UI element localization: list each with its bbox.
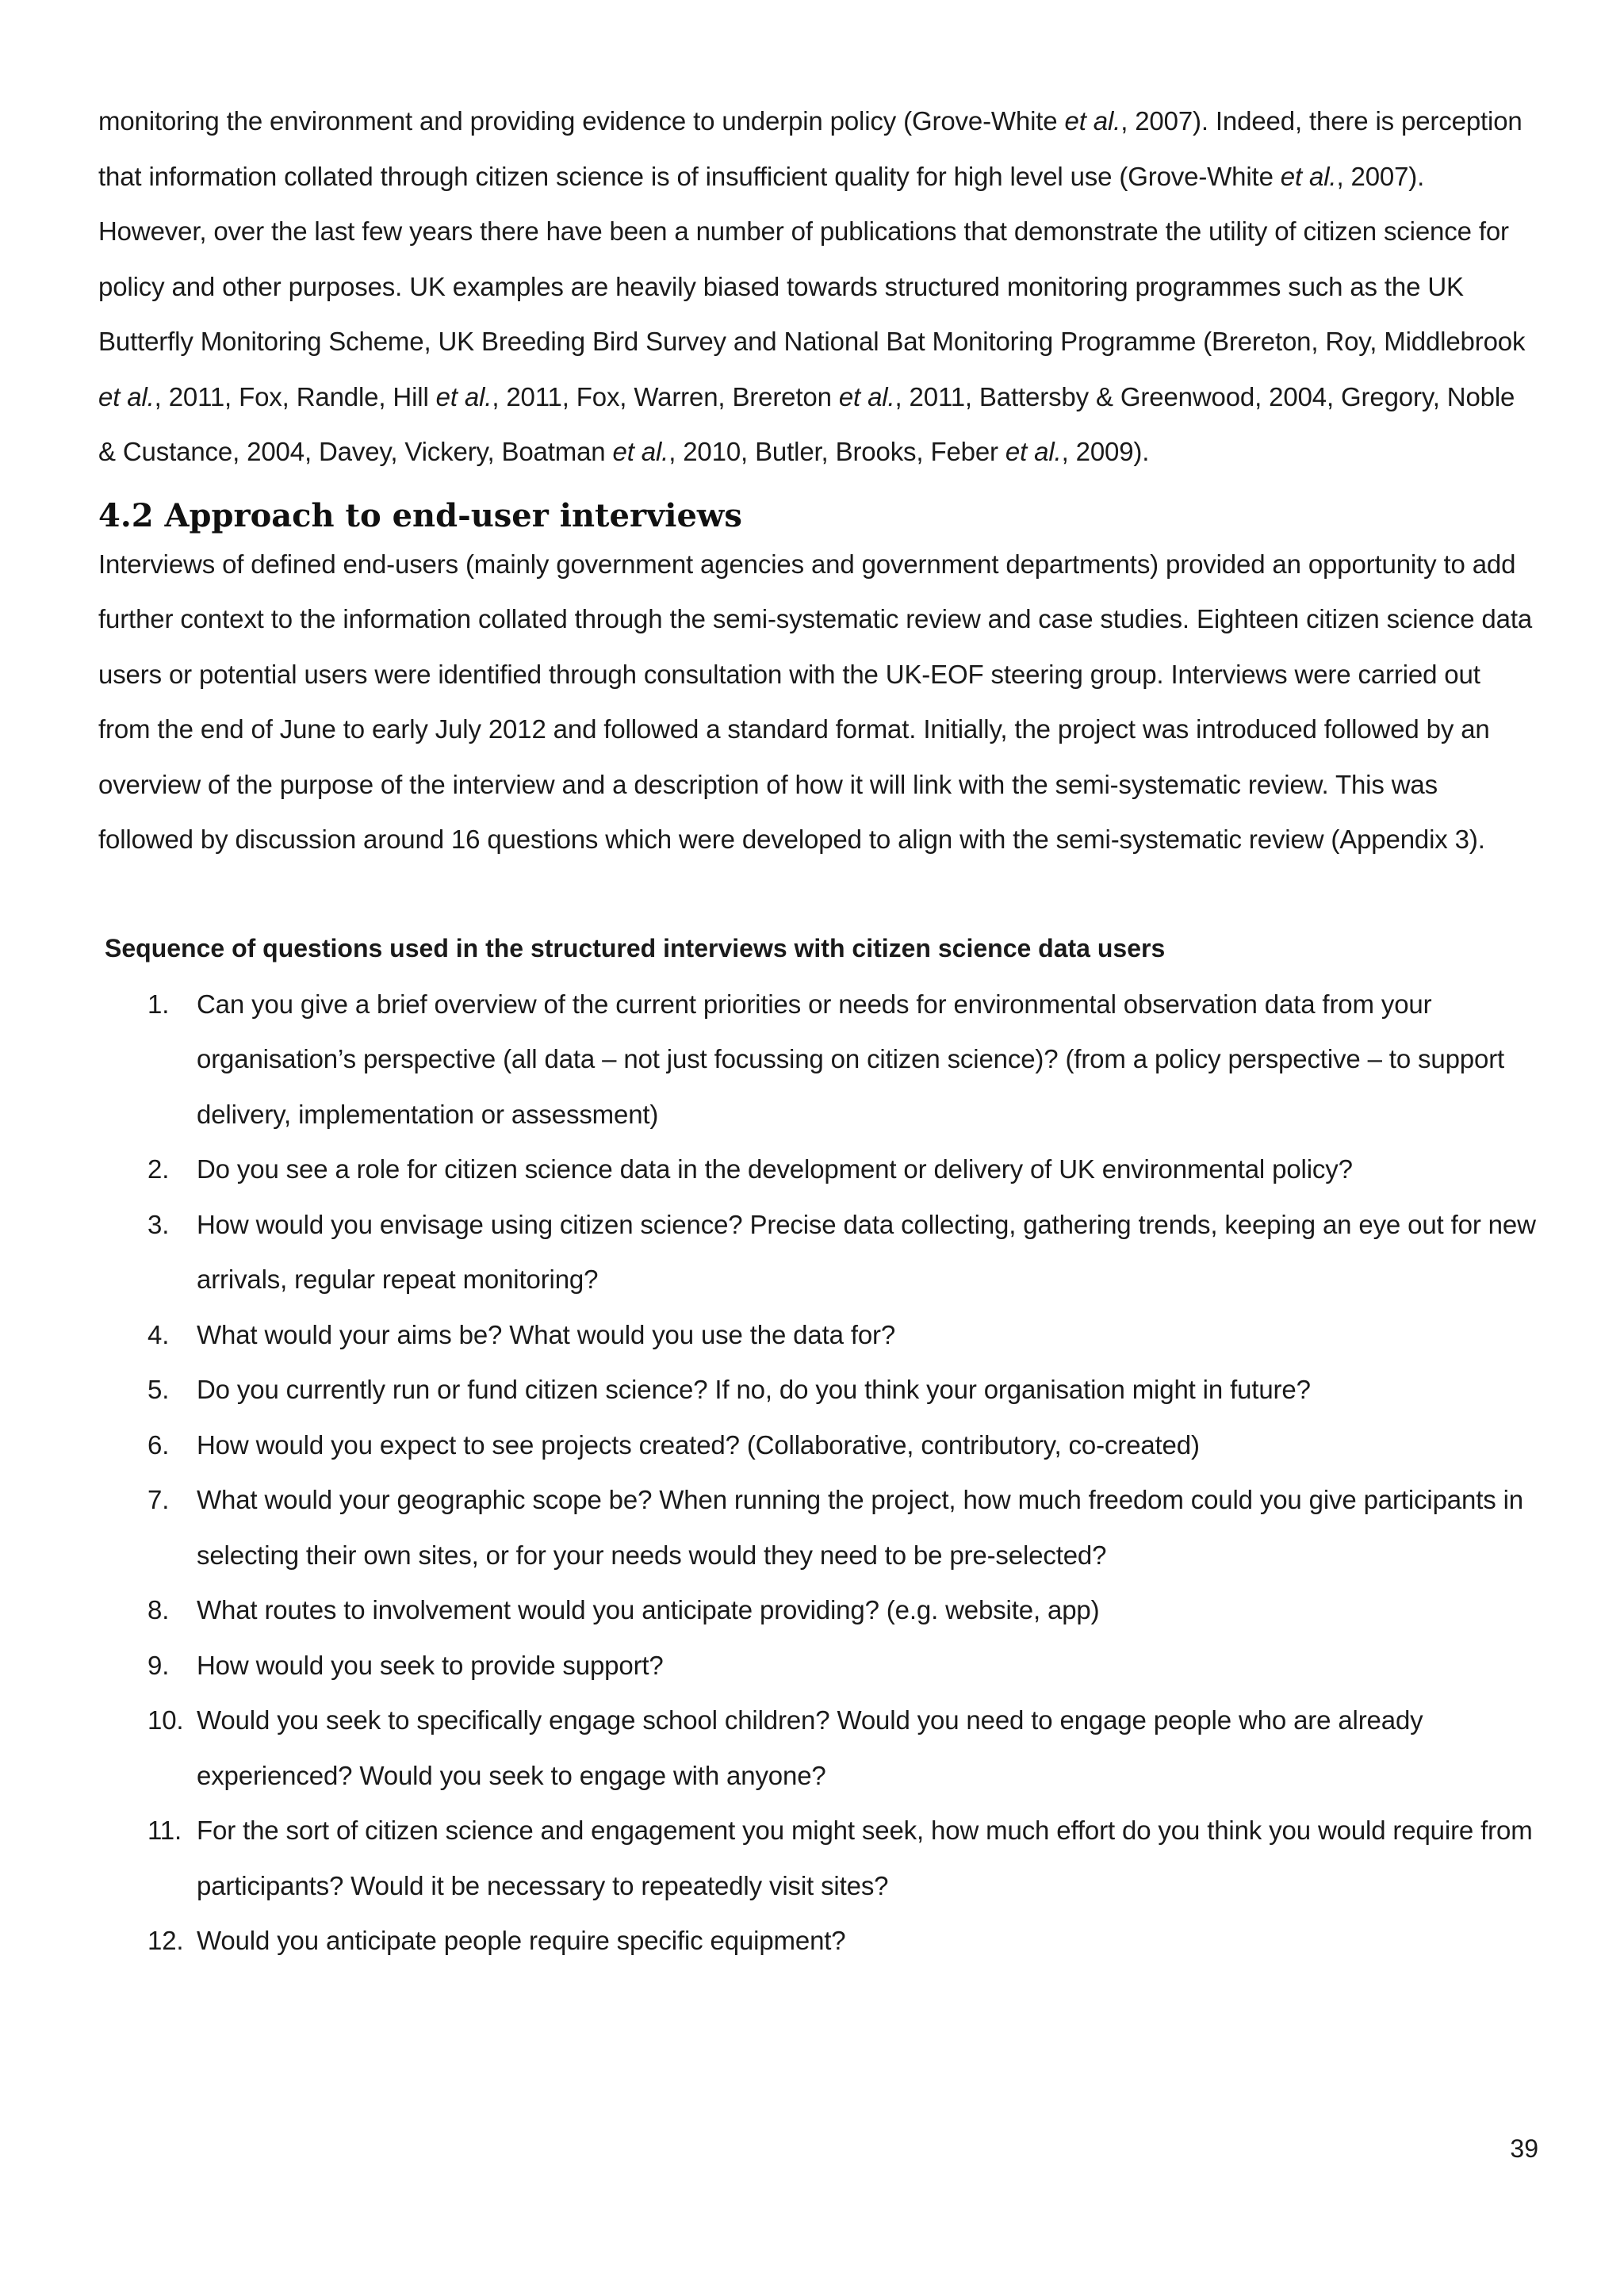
question-text: Do you currently run or fund citizen science? If no, do you think your organisation might in future? (197, 1375, 1311, 1404)
question-text: For the sort of citizen science and engagement you might seek, how much effort do you think you would require from participants? Would it be necessary to repeatedly visit sites? (197, 1816, 1533, 1900)
document-page (98, 94, 1537, 1969)
question-item (98, 1362, 1537, 1418)
question-number: 6. (147, 1429, 170, 1460)
intro-text-7: , 2010, Butler, Brooks, Feber (668, 437, 1005, 466)
intro-text-6: , 2011, Battersby & Greenwood, 2004, Gregory, Noble & Custance, 2004, Davey, Vickery, Boatman (98, 381, 1515, 466)
intro-text-3: , 2007). However, over the last few years there have been a number of publications that demonstrate the utility of citizen science for policy and other purposes. UK examples are heavily biased towards structured monitoring programmes such as the UK Butterfly Monitoring Scheme, UK Breeding Bird Survey and National Bat Monitoring Programme (Brereton, Roy, Middlebrook (98, 161, 1526, 356)
question-text: What would your aims be? What would you use the data for? (197, 1319, 896, 1349)
question-text: Would you anticipate people require specific equipment? (197, 1926, 846, 1955)
section-heading: 4.2 Approach to end-user interviews (98, 496, 742, 534)
page-number: 39 (1510, 2134, 1538, 2163)
intro-em-6: et al. (612, 437, 669, 466)
question-item (98, 1307, 1537, 1363)
questions-title: Sequence of questions used in the structured interviews with citizen science data users (105, 933, 1166, 962)
question-number: 9. (147, 1650, 170, 1680)
question-number: 7. (147, 1485, 170, 1514)
intro-text-4: , 2011, Fox, Randle, Hill (154, 381, 436, 411)
question-number: 2. (147, 1154, 170, 1184)
intro-text-8: , 2009). (1061, 437, 1150, 466)
question-item (98, 1142, 1537, 1197)
question-text: Do you see a role for citizen science data in the development or delivery of UK environmental policy? (197, 1154, 1353, 1184)
question-text: Would you seek to specifically engage school children? Would you need to engage people who are already experienced? Would you seek to engage with anyone? (197, 1705, 1423, 1790)
question-item (98, 1638, 1537, 1693)
question-number: 8. (147, 1595, 170, 1624)
question-number: 1. (147, 989, 170, 1019)
intro-paragraph (98, 94, 1537, 480)
intro-em-1: et al. (1064, 106, 1121, 136)
question-number: 4. (147, 1319, 170, 1349)
question-text: Can you give a brief overview of the current priorities or needs for environmental observation data from your organisation’s perspective (all data – not just focussing on citizen science)? (from a policy perspective – to support delivery, implementation or assessment) (197, 989, 1505, 1129)
intro-text-1: monitoring the environment and providing evidence to underpin policy (Grove-White (98, 106, 1065, 136)
question-number: 5. (147, 1375, 170, 1404)
question-number: 11. (147, 1816, 182, 1845)
questions-list (98, 977, 1537, 1969)
question-text: How would you expect to see projects created? (Collaborative, contributory, co-created) (197, 1429, 1200, 1460)
question-number: 3. (147, 1209, 170, 1239)
question-item (98, 1913, 1537, 1969)
intro-em-5: et al. (838, 381, 895, 411)
question-item (98, 977, 1537, 1142)
question-item (98, 1803, 1537, 1913)
question-item (98, 1693, 1537, 1803)
intro-em-7: et al. (1005, 437, 1062, 466)
question-text: How would you seek to provide support? (197, 1650, 664, 1680)
intro-text-5: , 2011, Fox, Warren, Brereton (492, 381, 839, 411)
intro-em-3: et al. (98, 381, 155, 411)
question-item (98, 1197, 1537, 1307)
question-item (98, 1582, 1537, 1638)
question-text: How would you envisage using citizen science? Precise data collecting, gathering trends, keeping an eye out for new arrivals, regular repeat monitoring? (197, 1209, 1536, 1294)
intro-em-4: et al. (435, 381, 492, 411)
question-number: 10. (147, 1705, 184, 1735)
question-item (98, 1418, 1537, 1473)
question-item (98, 1472, 1537, 1582)
section-paragraph: Interviews of defined end-users (mainly government agencies and government departments) provided an opportunity to add further context to the information collated through the semi-systematic review and case studies. Eighteen citizen science data users or potential users were identified through consultation with the UK-EOF steering group. Interviews were carried out from the end of June to early July 2012 and followed a standard format. Initially, the project was introduced followed by an overview of the purpose of the interview and a description of how it will link with the semi-systematic review. This was followed by discussion around 16 questions which were developed to align with the semi-systematic review (Appendix 3). (98, 549, 1533, 854)
intro-text-2: , 2007). Indeed, there is perception that information collated through citizen science is of insufficient quality for high level use (Grove-White (98, 106, 1522, 191)
question-number: 12. (147, 1926, 184, 1955)
question-text: What routes to involvement would you anticipate providing? (e.g. website, app) (197, 1595, 1100, 1624)
question-text: What would your geographic scope be? When running the project, how much freedom could you give participants in selecting their own sites, or for your needs would they need to be pre-selected? (197, 1485, 1523, 1570)
intro-em-2: et al. (1280, 161, 1337, 191)
